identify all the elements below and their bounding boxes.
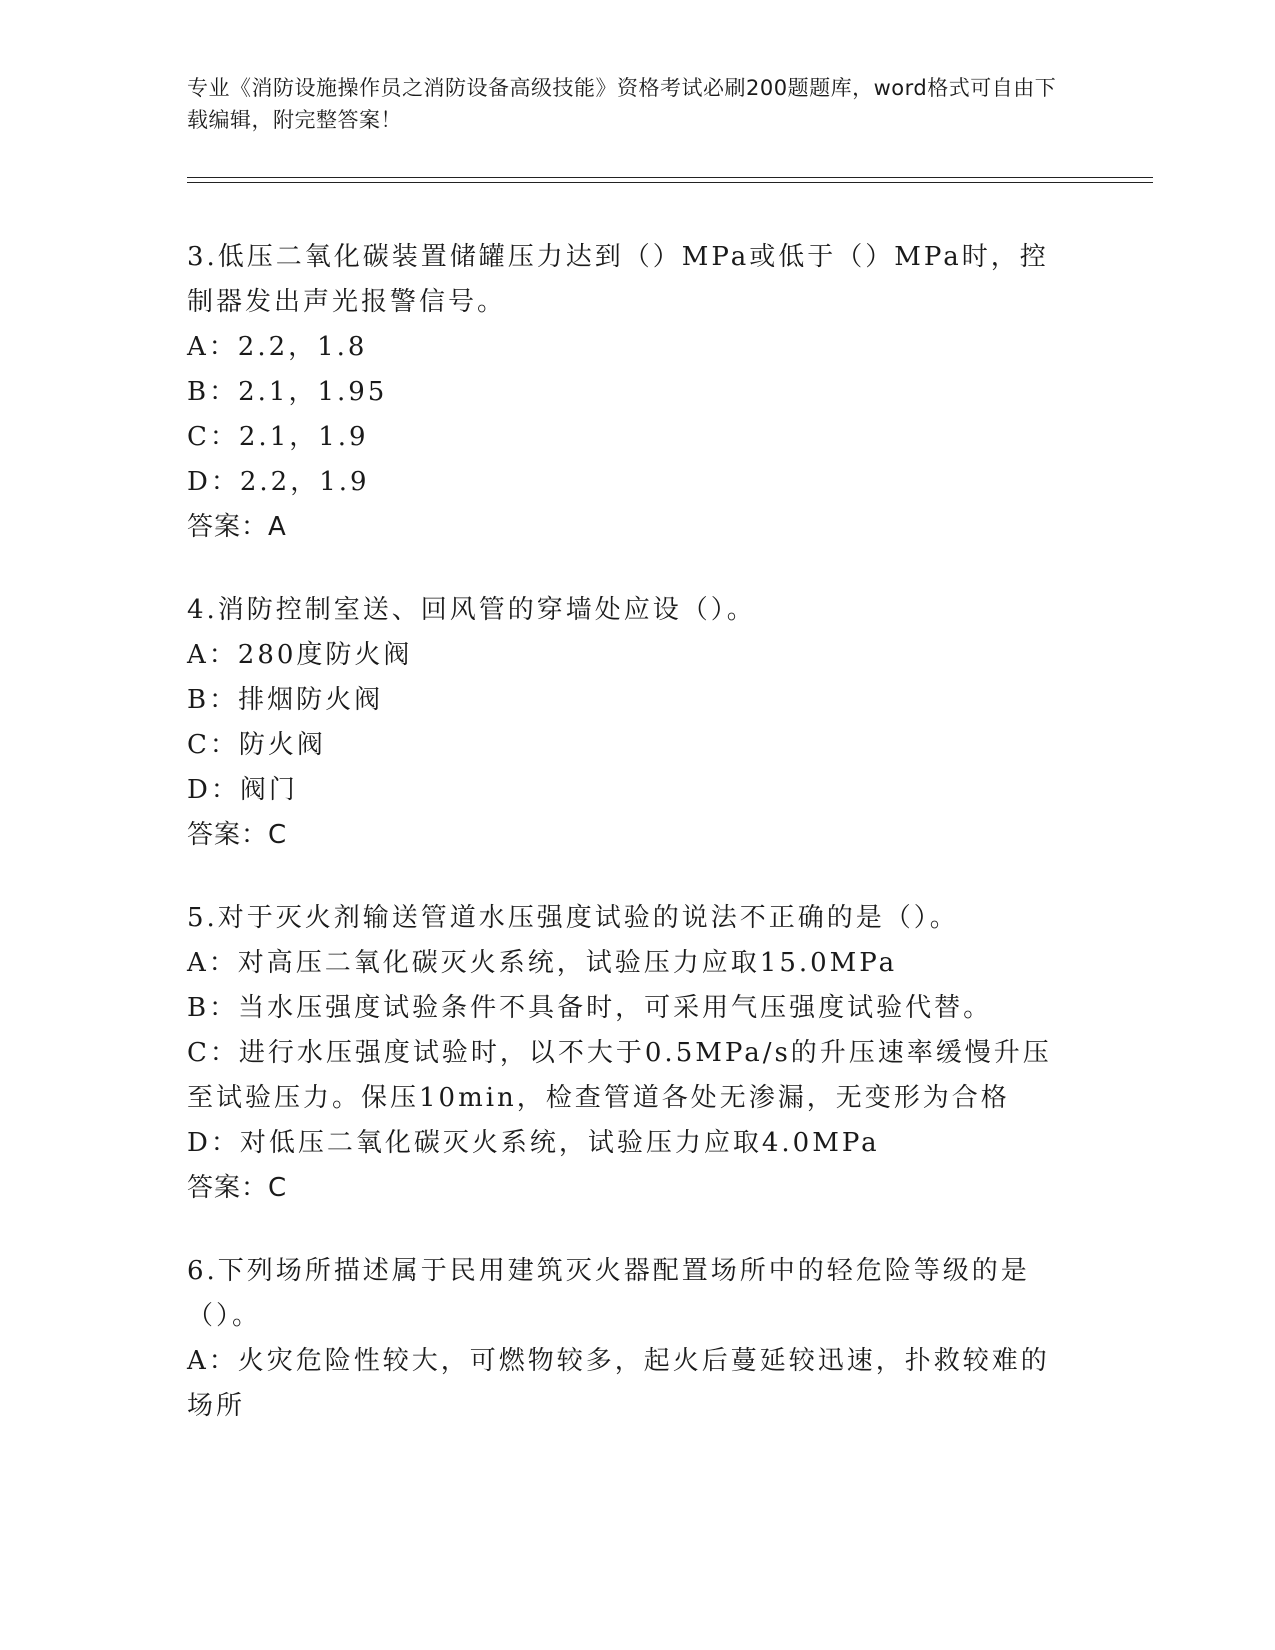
question-stem: 4.消防控制室送、回风管的穿墙处应设（）。 [187, 595, 756, 625]
question-stem: 5.对于灭火剂输送管道水压强度试验的说法不正确的是（）。 [187, 903, 959, 933]
question-stem: 3.低压二氧化碳装置储罐压力达到（）MPa或低于（）MPa时，控制器发出声光报警信号。 [187, 242, 1049, 317]
option-c: C：进行水压强度试验时，以不大于0.5MPa/s的升压速率缓慢升压至试验压力。保压10min，检查管道各处无渗漏，无变形为合格 [187, 1038, 1052, 1113]
question-5 [187, 896, 1067, 1211]
question-4 [187, 588, 1067, 858]
option-a: A：2.2，1.8 [187, 332, 368, 362]
document-page [187, 72, 1067, 136]
question-list [187, 235, 1067, 1467]
header-divider-top [187, 177, 1153, 178]
answer-label: 答案：A [187, 512, 287, 542]
header-divider-bottom [187, 182, 1153, 183]
option-b: B：排烟防火阀 [187, 685, 384, 715]
option-a: A：火灾危险性较大，可燃物较多，起火后蔓延较迅速，扑救较难的场所 [187, 1346, 1050, 1421]
option-d: D：2.2，1.9 [187, 467, 370, 497]
option-a: A：280度防火阀 [187, 640, 413, 670]
option-b: B：当水压强度试验条件不具备时，可采用气压强度试验代替。 [187, 993, 993, 1023]
option-d: D：对低压二氧化碳灭火系统，试验压力应取4.0MPa [187, 1128, 880, 1158]
option-c: C：2.1，1.9 [187, 422, 369, 452]
option-d: D：阀门 [187, 775, 298, 805]
answer-label: 答案：C [187, 1173, 288, 1203]
option-a: A：对高压二氧化碳灭火系统，试验压力应取15.0MPa [187, 948, 898, 978]
question-3 [187, 235, 1067, 550]
document-header: 专业《消防设施操作员之消防设备高级技能》资格考试必刷200题题库，word格式可自由下载编辑，附完整答案！ [187, 76, 1057, 132]
option-b: B：2.1，1.95 [187, 377, 388, 407]
question-stem: 6.下列场所描述属于民用建筑灭火器配置场所中的轻危险等级的是（）。 [187, 1256, 1030, 1331]
question-6 [187, 1249, 1067, 1429]
option-c: C：防火阀 [187, 730, 326, 760]
answer-label: 答案：C [187, 820, 288, 850]
